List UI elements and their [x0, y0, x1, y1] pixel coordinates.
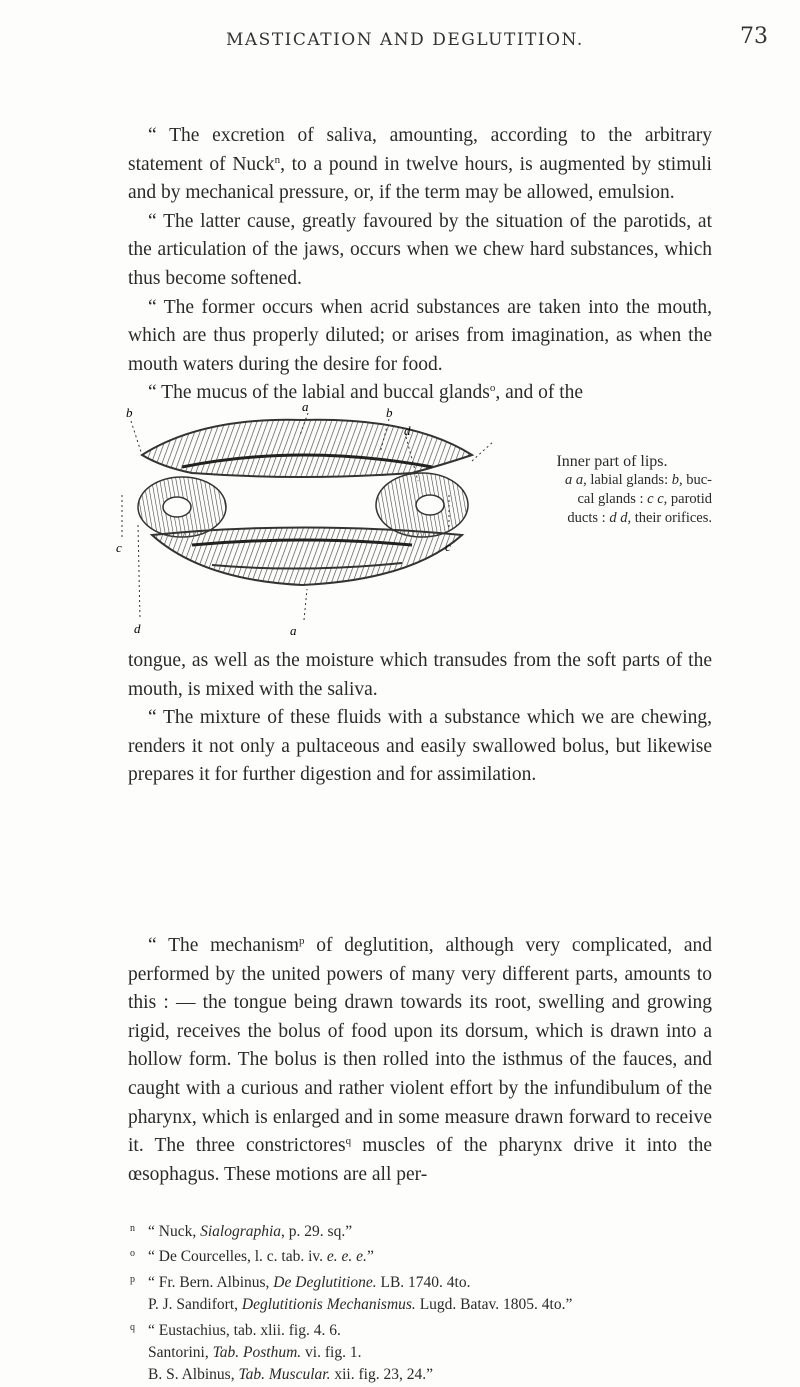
text-block-upper: [128, 122, 712, 408]
paragraph-text: “ The mucus of the labial and buccal glands: [148, 382, 490, 404]
caption-key: c c,: [647, 491, 668, 507]
label-c-right: c: [445, 539, 451, 554]
buccal-glands-left: [138, 477, 226, 537]
footnote-text: Santorini,: [148, 1344, 213, 1362]
paragraph-text: of deglutition, although very complicated, and performed by the united powers of many very different parts, amounts to this : — the tongue being drawn towards its root, swelling and growing rigid, receives the bolus of food upon its dorsum, which is drawn into a hollow form. The bolus is then rolled into the isthmus of the fauces, and caught with a curious and rather violent effort by the infundibulum of the pharynx, which is enlarged and in some measure drawn forward to receive it. The three constrictores: [128, 935, 712, 1157]
label-b-left: b: [126, 405, 133, 420]
label-d-right: d: [404, 423, 411, 438]
footnote-mark: p: [130, 1273, 135, 1285]
caption-text: ducts :: [567, 510, 610, 526]
footnote-o: [130, 1243, 710, 1268]
paragraph-text: “ The mechanism: [148, 935, 299, 956]
footnote-text: Lugd. Batav. 1805. 4to.”: [415, 1296, 573, 1314]
footnote-text: ”: [366, 1248, 374, 1266]
footnote-ref: o: [489, 382, 496, 395]
paragraph-text: , and of the: [495, 382, 584, 404]
text-block-lower: [128, 932, 712, 1189]
footnote-text: vi. fig. 1.: [301, 1344, 362, 1362]
footnote-q-cont: [130, 1342, 710, 1364]
footnote-text: P. J. Sandifort,: [148, 1296, 242, 1314]
caption-line: [565, 472, 712, 488]
footnote-title: Deglutitionis Mechanismus.: [241, 1296, 416, 1314]
footnote-mark: o: [130, 1248, 135, 1260]
footnote-ref: p: [299, 935, 305, 947]
footnote-n: [130, 1218, 710, 1243]
caption-text: labial glands:: [586, 472, 672, 488]
footnote-p-cont: [130, 1294, 710, 1316]
paragraph: “ The mixture of these fluids with a substance which we are chewing, renders it not only a pultaceous and easily swallowed bolus, but likewise prepares it for further digestion and for assimilation.: [128, 707, 712, 786]
footnote-ref: q: [345, 1135, 352, 1148]
page-header: [0, 18, 800, 50]
footnote-p: [130, 1269, 710, 1294]
footnote-title: Tab. Muscular.: [238, 1366, 331, 1384]
paragraph: “ The latter cause, greatly favoured by the situation of the parotids, at the articulation of the jaws, occurs when we chew hard substances, which thus become softened.: [128, 210, 712, 289]
buccal-glands-right: [376, 473, 468, 537]
footnote-text: “ Fr. Bern. Albinus,: [148, 1273, 274, 1291]
paragraph: tongue, as well as the moisture which transudes from the soft parts of the mouth, is mixed with the saliva.: [128, 650, 712, 700]
label-c-left: c: [116, 540, 122, 555]
caption-text: cal glands :: [577, 491, 648, 507]
paragraph: [128, 122, 712, 208]
running-head: MASTICATION AND DEGLUTITION.: [226, 30, 584, 50]
caption-title: Inner part of lips.: [556, 453, 668, 470]
footnote-title: e. e. e.: [326, 1248, 367, 1266]
footnote-text: “ Nuck,: [148, 1223, 201, 1240]
footnote-q: [130, 1317, 710, 1342]
footnote-q-cont: [130, 1364, 710, 1386]
lips-figure: [112, 395, 500, 645]
footnote-ref: n: [274, 153, 281, 166]
caption-text: parotid: [667, 491, 712, 507]
label-d-left: d: [134, 621, 141, 636]
lower-lip-glands: [152, 528, 462, 586]
caption-line: [567, 510, 712, 526]
footnote-text: , p. 29. sq.”: [281, 1223, 353, 1240]
paragraph-text: “ The excretion of saliva, amounting, according to the arbitrary statement of Nuck: [128, 125, 712, 175]
caption-key: d d,: [609, 510, 632, 526]
caption-text: their orifices.: [631, 510, 712, 526]
caption-line: [578, 491, 713, 507]
label-b-right: b: [386, 405, 393, 420]
footnote-text: “ De Courcelles, l. c. tab. iv.: [148, 1248, 327, 1266]
paragraph-text: muscles of the pharynx drive it into the œsophagus. These motions are all per-: [128, 1135, 712, 1185]
footnote-text: B. S. Albinus,: [148, 1366, 239, 1384]
caption-text: buc-: [682, 472, 712, 488]
lips-illustration: [112, 395, 500, 645]
footnote-text: “ Eustachius, tab. xlii. fig. 4. 6.: [148, 1321, 341, 1339]
paragraph: [128, 932, 712, 1189]
footnote-text: xii. fig. 23, 24.”: [330, 1366, 433, 1384]
paragraph: “ The former occurs when acrid substances are taken into the mouth, which are thus properly diluted; or arises from imagination, as when the mouth waters during the desire for food.: [128, 296, 712, 375]
footnote-title: Tab. Posthum.: [212, 1344, 302, 1362]
paragraph-text: , to a pound in twelve hours, is augmented by stimuli and by mechanical pressure, or, if the term may be allowed, emulsion.: [128, 153, 712, 204]
upper-lip-glands: [142, 420, 472, 477]
footnote-mark: q: [130, 1321, 135, 1333]
footnote-title: Sialographia: [200, 1223, 282, 1240]
label-a-top: a: [302, 399, 309, 414]
footnote-title: De Deglutitione.: [273, 1273, 377, 1291]
footnote-text: LB. 1740. 4to.: [376, 1273, 471, 1291]
page-number: 73: [740, 24, 768, 49]
caption-key: a a,: [565, 472, 587, 488]
text-block-middle: [128, 647, 712, 790]
label-a-bottom: a: [290, 623, 297, 638]
figure-caption: [512, 452, 712, 528]
caption-key: b,: [671, 472, 683, 488]
footnotes: [130, 1218, 710, 1387]
footnote-mark: n: [130, 1223, 135, 1234]
